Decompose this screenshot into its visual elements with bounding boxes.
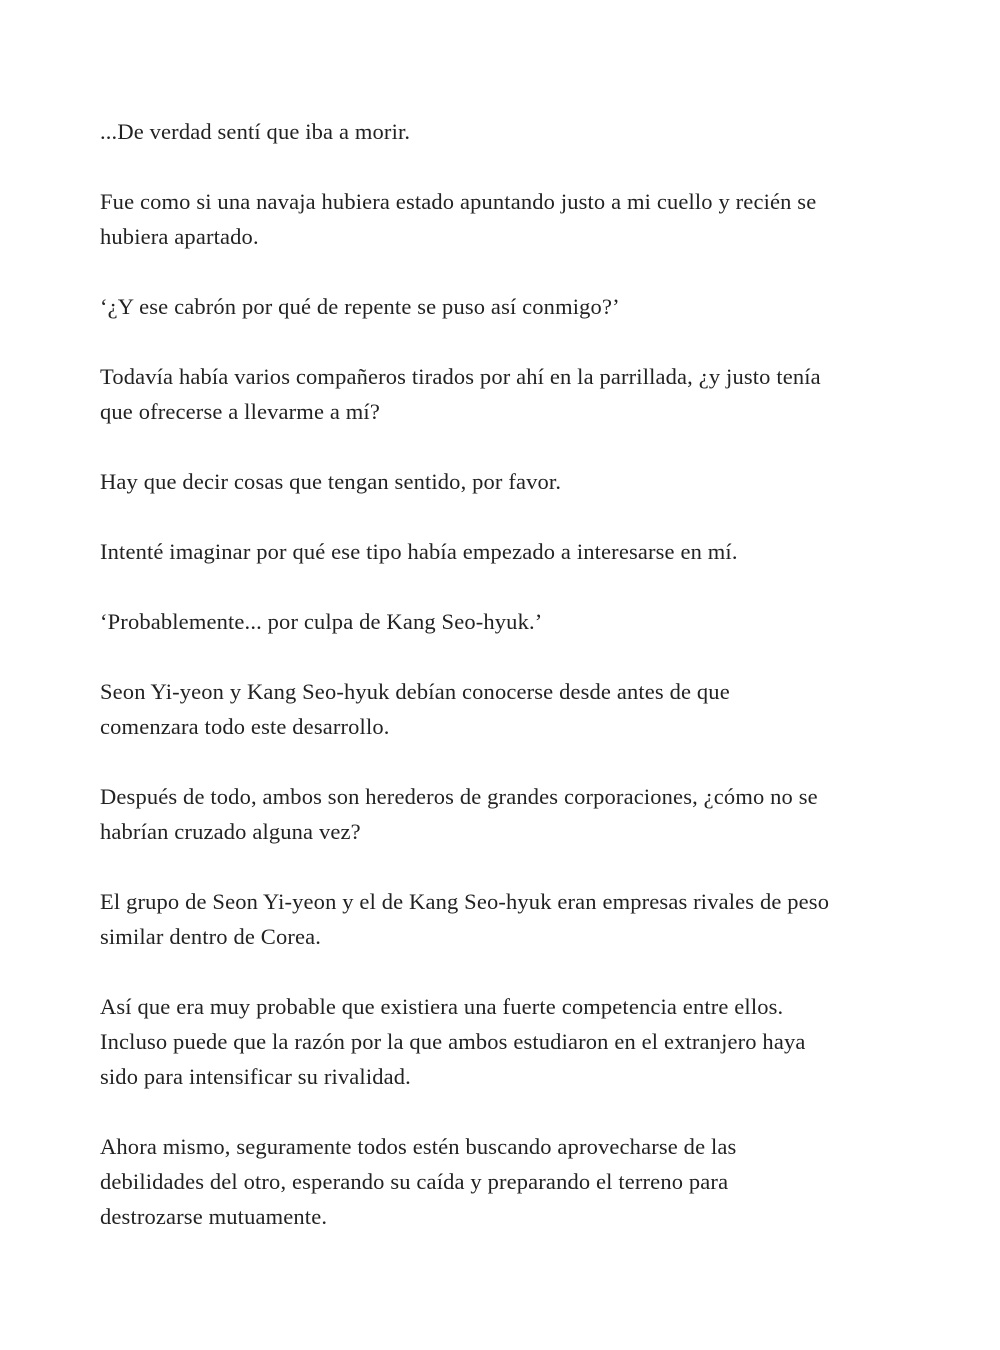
text-line: debilidades del otro, esperando su caída y preparando el terreno para: [100, 1169, 729, 1194]
text-line: destrozarse mutuamente.: [100, 1204, 328, 1229]
text-line: El grupo de Seon Yi-yeon y el de Kang Seo-hyuk eran empresas rivales de peso: [100, 889, 830, 914]
text-line: Incluso puede que la razón por la que ambos estudiaron en el extranjero haya: [100, 1029, 806, 1054]
text-line: Fue como si una navaja hubiera estado apuntando justo a mi cuello y recién se: [100, 189, 817, 214]
paragraph: [100, 534, 920, 569]
text-line: Así que era muy probable que existiera una fuerte competencia entre ellos.: [100, 994, 784, 1019]
text-line: sido para intensificar su rivalidad.: [100, 1064, 411, 1089]
paragraph: [100, 884, 920, 954]
document-body: [100, 114, 920, 1269]
paragraph: [100, 114, 920, 149]
paragraph: [100, 1129, 920, 1234]
paragraph: [100, 464, 920, 499]
text-line: Hay que decir cosas que tengan sentido, por favor.: [100, 469, 562, 494]
text-line: Todavía había varios compañeros tirados por ahí en la parrillada, ¿y justo tenía: [100, 364, 821, 389]
text-line: similar dentro de Corea.: [100, 924, 322, 949]
text-line: Intenté imaginar por qué ese tipo había empezado a interesarse en mí.: [100, 539, 738, 564]
text-line: comenzara todo este desarrollo.: [100, 714, 390, 739]
paragraph: [100, 989, 920, 1094]
text-line: hubiera apartado.: [100, 224, 259, 249]
paragraph: [100, 604, 920, 639]
paragraph: [100, 359, 920, 429]
paragraph: [100, 289, 920, 324]
text-line: habrían cruzado alguna vez?: [100, 819, 361, 844]
text-line: que ofrecerse a llevarme a mí?: [100, 399, 380, 424]
text-line: ‘Probablemente... por culpa de Kang Seo-hyuk.’: [100, 609, 543, 634]
paragraph: [100, 779, 920, 849]
text-line: ‘¿Y ese cabrón por qué de repente se puso así conmigo?’: [100, 294, 620, 319]
text-line: Ahora mismo, seguramente todos estén buscando aprovecharse de las: [100, 1134, 737, 1159]
text-line: Seon Yi-yeon y Kang Seo-hyuk debían conocerse desde antes de que: [100, 679, 730, 704]
paragraph: [100, 674, 920, 744]
text-line: Después de todo, ambos son herederos de grandes corporaciones, ¿cómo no se: [100, 784, 818, 809]
paragraph: [100, 184, 920, 254]
text-line: ...De verdad sentí que iba a morir.: [100, 119, 411, 144]
